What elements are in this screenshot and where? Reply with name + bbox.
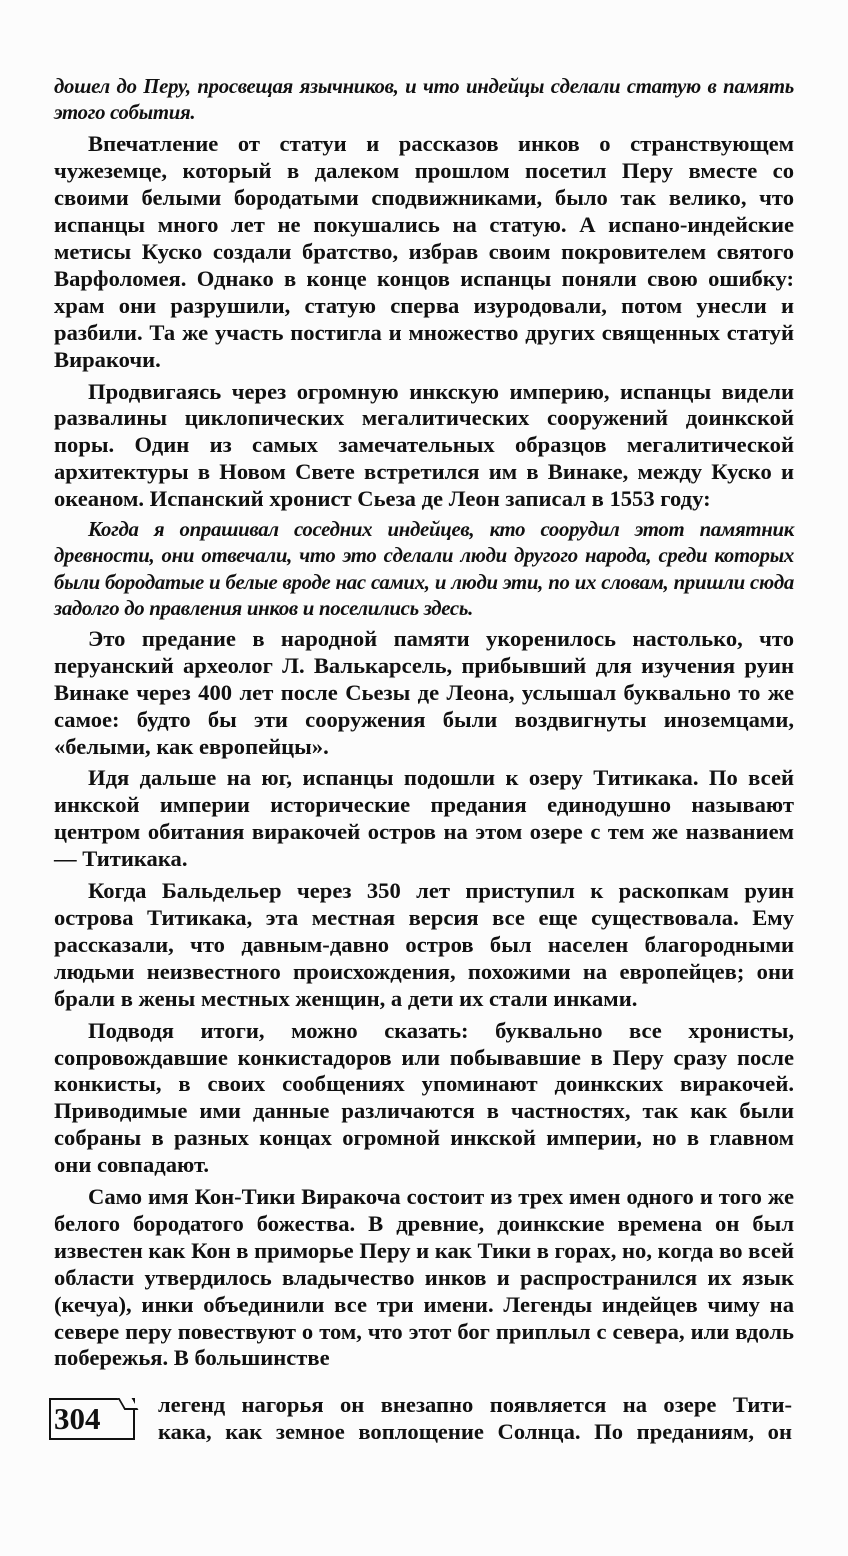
- body-text: [54, 74, 794, 1372]
- paragraph: Идя дальше на юг, испанцы подошли к озеру Титикака. По всей инкской империи исторические предания единодушно называют центром обитания виракочей остров на этом озере с тем же названием — Титикака.: [54, 765, 794, 872]
- paragraph: Впечатление от статуи и рассказов инков о странствующем чужеземце, который в далеком прошлом посетил Перу вместе со своими белыми бородатыми сподвижниками, было так велико, что испанцы много лет не покушались на статую. А испано-индейские метисы Куско создали братство, избрав своим покровителем святого Варфоломея. Однако в конце концов испанцы поняли свою ошибку: храм они разрушили, статую сперва изуродовали, потом унесли и разбили. Та же участь постигла и множество других священных статуй Виракочи.: [54, 131, 794, 372]
- page-number: 304: [49, 1398, 135, 1440]
- inset-quote: Когда я опрашивал соседних индейцев, кто соорудил этот памятник древности, они отвечали, что это сделали люди другого народа, среди которых были бородатые и белые вроде нас самих, и люди эти, по их словам, пришли сюда задолго до правления инков и поселились здесь.: [54, 518, 794, 620]
- tail-line: кака, как земное воплощение Солнца. По преданиям, он: [158, 1418, 792, 1444]
- paragraph: Это предание в народной памяти укоренилось настолько, что перуанский археолог Л. Валькарсель, прибывший для изучения руин Винаке через 400 лет после Сьезы де Леона, услышал буквально то же самое: будто бы эти сооружения были воздвигнуты иноземцами, «белыми, как европейцы».: [54, 625, 794, 759]
- paragraph: Продвигаясь через огромную инкскую империю, испанцы видели развалины циклопических мегалитических сооружений доинкской поры. Один из самых замечательных образцов мегалитической архитектуры в Новом Свете встретился им в Винаке, между Куско и океаном. Испанский хронист Сьеза де Леон записал в 1553 году:: [54, 378, 794, 512]
- opening-quote: дошел до Перу, просвещая язычников, и что индейцы сделали статую в память этого события.: [54, 75, 794, 125]
- tail-line: легенд нагорья он внезапно появляется на озере Тити-: [158, 1392, 792, 1417]
- tail-text: [158, 1392, 792, 1446]
- paragraph: Подводя итоги, можно сказать: буквально все хронисты, сопровождавшие конкистадоров или побывавшие в Перу сразу после конкисты, в своих сообщениях упоминают доинкских виракочей. Приводимые ими данные различаются в частностях, так как были собраны в разных концах огромной инкской империи, но в главном они совпадают.: [54, 1017, 794, 1178]
- paragraph: Когда Бальдельер через 350 лет приступил к раскопкам руин острова Титикака, эта местная версия все еще существовала. Ему рассказали, что давным-давно остров был населен благородными людьми неизвестного происхождения, похожими на европейцев; они брали в жены местных женщин, а дети их стали инками.: [54, 878, 794, 1011]
- paragraph: Само имя Кон-Тики Виракоча состоит из трех имен одного и того же белого бородатого божества. В древние, доинкские времена он был известен как Кон в приморье Перу и как Тики в горах, но, когда во всей области утвердилось владычество инков и распространился их язык (кечуа), инки объединили все три имени. Легенды индейцев чиму на севере перу повествуют о том, что этот бог приплыл с севера, или вдоль побережья. В большинстве: [54, 1184, 794, 1371]
